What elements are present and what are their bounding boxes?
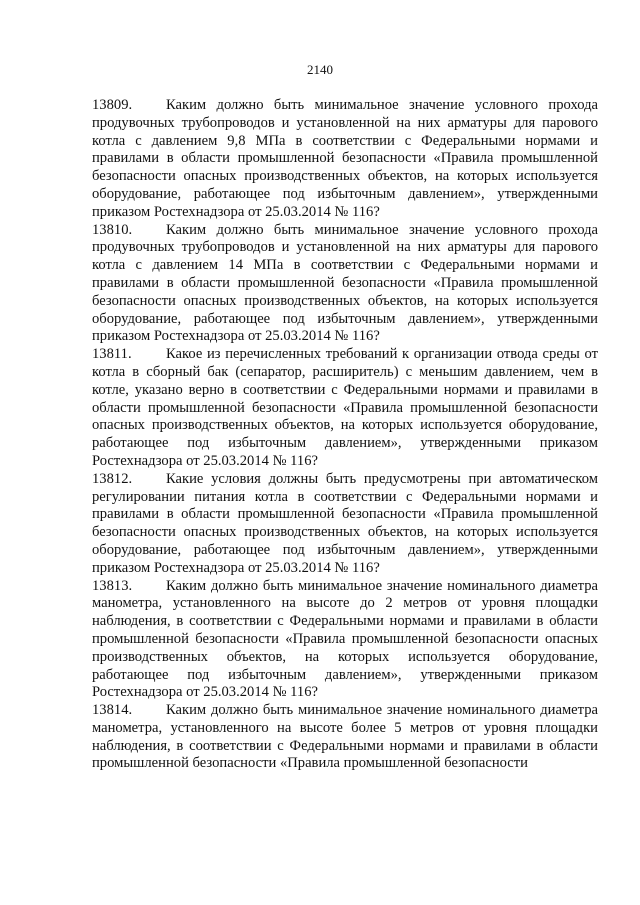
- question-item: [92, 702, 598, 773]
- question-number: 13813.: [92, 577, 133, 594]
- question-item: [92, 471, 598, 578]
- question-list: [92, 97, 598, 773]
- question-item: [92, 222, 598, 347]
- question-item: [92, 578, 598, 703]
- question-item: [92, 97, 598, 222]
- question-text: Каким должно быть минимальное значение номинального диаметра манометра, установленного на высоте более 5 метров от уровня площадки наблюдения, в соответствии с Федеральными нормами и правилами в области промышленной безопасности «Правила промышленной безопасности: [92, 702, 598, 772]
- question-text: Какие условия должны быть предусмотрены при автоматическом регулировании питания котла в соответствии с Федеральными нормами и правилами в области промышленной безопасности «Правила промышленной безопасности опасных производственных объектов, на которых используется оборудование, работающее под избыточным давлением», утвержденными приказом Ростехнадзора от 25.03.2014 № 116?: [92, 470, 598, 576]
- question-text: Какое из перечисленных требований к организации отвода среды от котла в сборный бак (сепаратор, расширитель) с меньшим давлением, чем в котле, указано верно в соответствии с Федеральными нормами и правилами в области промышленной безопасности «Правила промышленной безопасности опасных производственных объектов, на которых используется оборудование, работающее под избыточным давлением», утвержденными приказом Ростехнадзора от 25.03.2014 № 116?: [92, 346, 598, 469]
- question-text: Каким должно быть минимальное значение условного прохода продувочных трубопроводов и установленной на них арматуры для парового котла с давлением 14 МПа в соответствии с Федеральными нормами и правилами в области промышленной безопасности «Правила промышленной безопасности опасных производственных объектов, на которых используется оборудование, работающее под избыточным давлением», утвержденными приказом Ростехнадзора от 25.03.2014 № 116?: [92, 221, 598, 345]
- question-number: 13814.: [92, 702, 133, 719]
- question-number: 13811.: [92, 346, 132, 363]
- question-text: Каким должно быть минимальное значение условного прохода продувочных трубопроводов и установленной на них арматуры для парового котла с давлением 9,8 МПа в соответствии с Федеральными нормами и правилами в области промышленной безопасности «Правила промышленной безопасности опасных производственных объектов, на которых используется оборудование, работающее под избыточным давлением», утвержденными приказом Ростехнадзора от 25.03.2014 № 116?: [92, 97, 598, 220]
- question-item: [92, 346, 598, 471]
- page-number: 2140: [307, 62, 333, 77]
- question-text: Каким должно быть минимальное значение номинального диаметра манометра, установленного на высоте до 2 метров от уровня площадки наблюдения, в соответствии с Федеральными нормами и правилами в области промышленной безопасности «Правила промышленной безопасности опасных производственных объектов, на которых используется оборудование, работающее под избыточным давлением», утвержденными приказом Ростехнадзора от 25.03.2014 № 116?: [92, 577, 598, 701]
- question-number: 13810.: [92, 221, 133, 238]
- question-number: 13809.: [92, 97, 133, 113]
- question-number: 13812.: [92, 470, 133, 487]
